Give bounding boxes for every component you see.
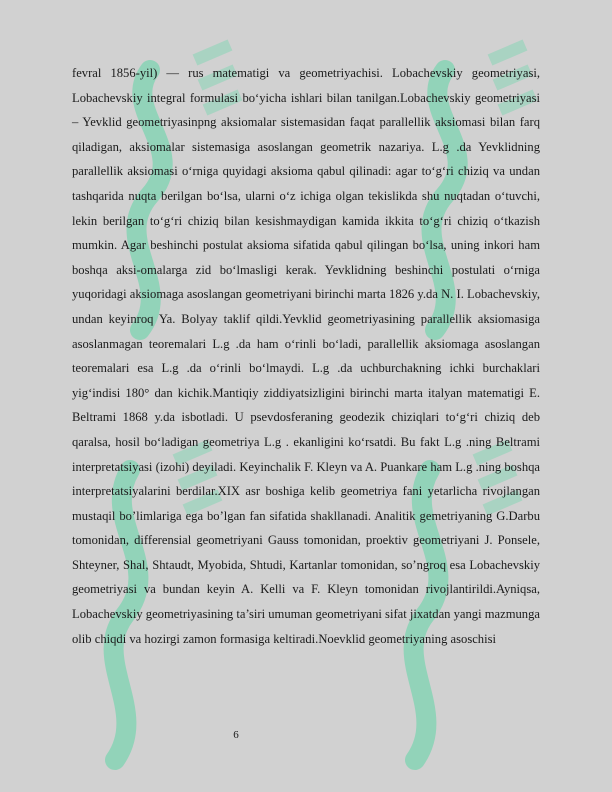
page-number-label: 6 xyxy=(233,729,239,741)
body-text: fevral 1856-yil) — rus matematigi va geometriyachisi. Lobachevskiy geometriyasi, Lobachevskiy integral formulasi bo‘yicha ishlari bilan tanilgan.Lobachevskiy geometriyasi – Yevklid geometriyasinpng aksiomalar sistemasidan faqat parallellik aksiomasi bilan farq qiladigan, aksiomalar sistemasiga asoslangan geometrik nazariya. L.g .da Yevklidning parallellik aksiomasi o‘rniga quyidagi aksioma qabul qilinadi: agar to‘g‘ri chiziq va undan tashqarida nuqta berilgan bo‘lsa, ularni o‘z ichiga olgan tekislikda shu nuqtadan o‘tuvchi, lekin berilgan to‘g‘ri chiziq bilan kesishmaydigan kamida ikkita to‘g‘ri chiziq o‘tkazish mumkin. Agar beshinchi postulat aksioma sifatida qabul qilingan bo‘lsa, uning inkori ham boshqa aksi-omalarga zid bo‘lmasligi kerak. Yevklidning beshinchi postulati o‘rniga yuqoridagi aksiomaga asoslangan geometriyani birinchi marta 1826 y.da N. I. Lobachevskiy, undan keyinroq Ya. Bolyay taklif qildi.Yevklid geometriyasining parallellik aksiomasiga asoslanmagan teoremalari L.g .da ham o‘rinli bo‘ladi, parallellik aksiomaga asoslangan teoremalari esa L.g .da o‘rinli bo‘lmaydi. L.g .da uchburchakning ichki burchaklari yig‘indisi 180° dan kichik.Mantiqiy ziddiyatsizligini birinchi marta italyan matematigi E. Beltrami 1868 y.da isbotladi. U psevdosferaning geodezik chiziqlari to‘g‘ri chiziq deb qaralsa, hosil bo‘ladigan geometriya L.g . ekanligini ko‘rsatdi. Bu fakt L.g .ning Beltrami interpretatsiyasi (izohi) deyiladi. Keyinchalik F. Kleyn va A. Puankare ham L.g .ning boshqa interpretatsiyalarini berdilar.XIX asr boshiga kelib geometriya fani yetarlicha rivojlangan mustaqil bo’limlariga ega bo’lgan fan sifatida shakllanadi. Analitik gemetriyaning G.Darbu tomonidan, differensial geometriyani Gauss tomonidan, proektiv geometriyani J. Ponsele, Shteyner, Shal, Shtaudt, Myobida, Shtudi, Kartanlar tomonidan, so’ngroq esa Lobachevskiy geometriyasi va bundan keyin A. Kelli va F. Kleyn tomonidan rivojlantirildi.Ayniqsa, Lobachevskiy geometriyasining ta’siri umuman geometriyani sifat jixatdan yangi mazmunga olib chiqdi va hozirgi zamon formasiga keltiradi.Noevklid geometriyaning asoschisi xyxy=(72,66,540,646)
page-number xyxy=(0,729,612,741)
